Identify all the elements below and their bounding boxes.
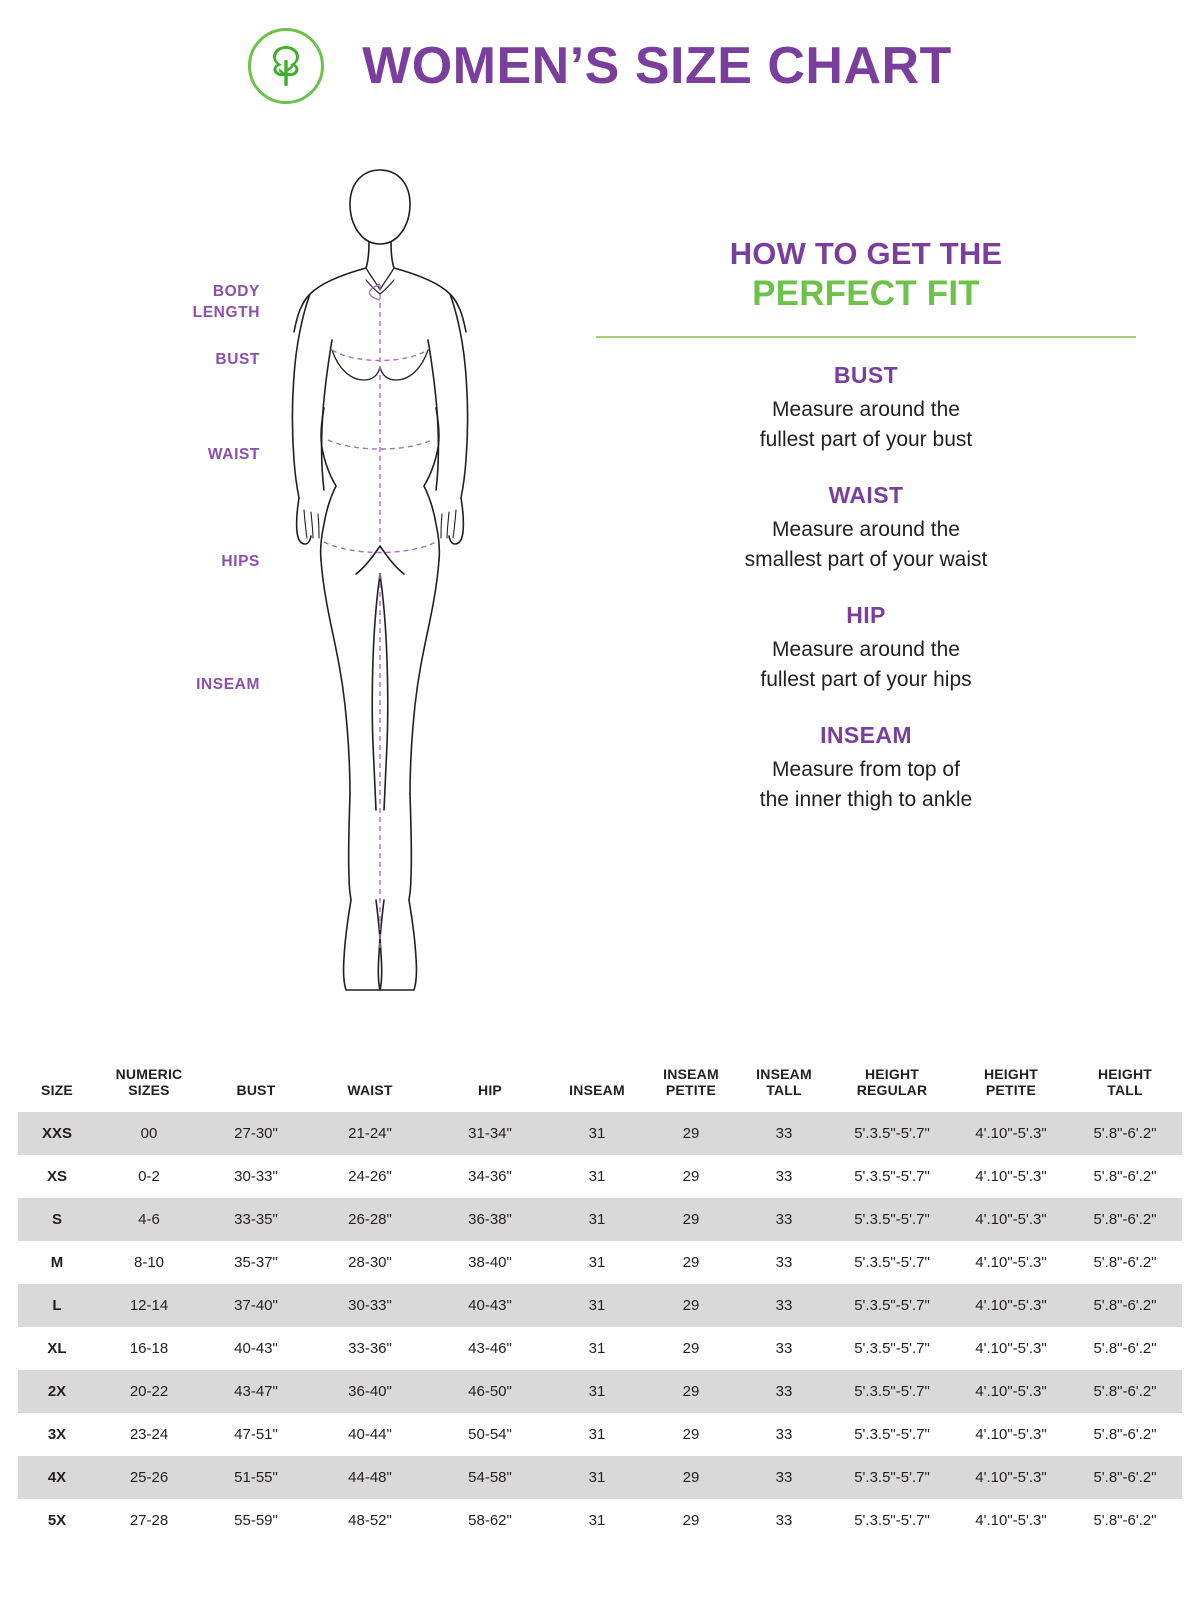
table-cell: 31 [550, 1112, 644, 1155]
column-header-line: WAIST [347, 1082, 393, 1099]
table-cell: 33 [738, 1370, 830, 1413]
table-cell: 25-26 [96, 1456, 202, 1499]
table-cell: 33-35" [202, 1198, 310, 1241]
table-cell: 4'.10"-5'.3" [975, 1426, 1047, 1444]
table-cell: 5'.3.5"-5'.7" [830, 1456, 954, 1499]
measure-hip [596, 602, 1136, 696]
size-cell: XL [47, 1340, 67, 1358]
page-header [0, 28, 1200, 104]
table-cell: 46-50" [430, 1370, 550, 1413]
table-cell: 30-33" [310, 1284, 430, 1327]
table-cell: 33 [738, 1456, 830, 1499]
table-cell: 4'.10"-5'.3" [975, 1168, 1047, 1186]
table-body [18, 1112, 1182, 1542]
page-title: WOMEN’S SIZE CHART [362, 37, 952, 95]
table-cell: 27-28 [129, 1512, 169, 1530]
size-table [18, 1060, 1182, 1542]
column-header [430, 1060, 550, 1112]
table-cell: 4'.10"-5'.3" [954, 1456, 1068, 1499]
table-cell: 47-51" [234, 1426, 278, 1444]
table-cell: 36-38" [430, 1198, 550, 1241]
table-cell: 31 [588, 1254, 606, 1272]
table-cell: 5'.8"-6'.2" [1093, 1512, 1157, 1530]
table-cell: 5'.3.5"-5'.7" [830, 1112, 954, 1155]
column-header [550, 1060, 644, 1112]
measure-bust [596, 362, 1136, 456]
table-cell: 24-26" [348, 1168, 392, 1186]
table-cell: 4'.10"-5'.3" [954, 1370, 1068, 1413]
table-cell: 0-2 [138, 1168, 160, 1186]
table-cell: 29 [682, 1426, 700, 1444]
column-header [954, 1060, 1068, 1112]
table-cell: 29 [644, 1456, 738, 1499]
column-header-line: SIZES [128, 1082, 170, 1099]
how-to-measure-panel [596, 236, 1136, 841]
table-cell: 33 [738, 1112, 830, 1155]
table-cell: 4-6 [96, 1198, 202, 1241]
table-cell: 5'.8"-6'.2" [1068, 1456, 1182, 1499]
table-cell: 54-58" [430, 1456, 550, 1499]
size-cell: 2X [18, 1370, 96, 1413]
table-cell: 29 [644, 1198, 738, 1241]
measure-description: Measure around the fullest part of your hips [760, 637, 972, 692]
table-row [18, 1499, 1182, 1542]
table-cell: 5'.3.5"-5'.7" [854, 1426, 930, 1444]
measure-description: Measure from top of the inner thigh to ankle [759, 757, 973, 811]
table-cell: 26-28" [310, 1198, 430, 1241]
table-cell: 29 [644, 1370, 738, 1413]
table-cell: 00 [96, 1112, 202, 1155]
size-table-container [18, 1060, 1182, 1542]
table-cell: 35-37" [234, 1254, 278, 1272]
column-header-line: INSEAM [569, 1082, 625, 1099]
column-header-line: HEIGHT [983, 1066, 1039, 1082]
table-cell: 48-52" [348, 1512, 392, 1530]
table-cell: 33 [738, 1198, 830, 1241]
table-cell: 5'.8"-6'.2" [1093, 1426, 1157, 1444]
table-cell: 33-36" [348, 1340, 392, 1358]
column-header-line: HIP [478, 1082, 502, 1099]
measure-description: Measure around the smallest part of your waist [744, 517, 988, 572]
table-cell: 55-59" [234, 1512, 278, 1530]
size-cell: 5X [47, 1512, 67, 1530]
table-cell: 43-46" [468, 1340, 512, 1358]
column-header-line: TALL [1107, 1082, 1143, 1099]
table-cell: 31 [550, 1456, 644, 1499]
tree-icon [248, 28, 324, 104]
size-cell: S [18, 1198, 96, 1241]
table-cell: 31 [588, 1340, 606, 1358]
column-header [202, 1060, 310, 1112]
table-cell: 37-40" [202, 1284, 310, 1327]
table-cell: 58-62" [468, 1512, 512, 1530]
table-cell: 20-22 [96, 1370, 202, 1413]
table-cell: 51-55" [202, 1456, 310, 1499]
table-cell: 8-10 [133, 1254, 165, 1272]
measure-title: WAIST [828, 481, 904, 508]
column-header [830, 1060, 954, 1112]
table-cell: 40-43" [430, 1284, 550, 1327]
table-row [18, 1327, 1182, 1370]
table-cell: 5'.3.5"-5'.7" [854, 1340, 930, 1358]
measure-title: HIP [846, 601, 886, 628]
table-cell: 4'.10"-5'.3" [975, 1512, 1047, 1530]
table-cell: 16-18 [129, 1340, 169, 1358]
table-cell: 31 [588, 1168, 606, 1186]
table-cell: 21-24" [310, 1112, 430, 1155]
table-cell: 5'.3.5"-5'.7" [854, 1254, 930, 1272]
table-cell: 29 [682, 1512, 700, 1530]
table-cell: 38-40" [468, 1254, 512, 1272]
table-cell: 4'.10"-5'.3" [975, 1254, 1047, 1272]
table-cell: 4'.10"-5'.3" [975, 1340, 1047, 1358]
body-figure-diagram [180, 150, 580, 1050]
column-header [1068, 1060, 1182, 1112]
table-cell: 5'.3.5"-5'.7" [830, 1370, 954, 1413]
table-cell: 29 [682, 1168, 700, 1186]
measure-title: BUST [833, 361, 899, 388]
table-cell: 5'.8"-6'.2" [1068, 1370, 1182, 1413]
column-header-line: HEIGHT [864, 1066, 920, 1082]
table-cell: 33 [775, 1426, 793, 1444]
label-body-length: BODY LENGTH [192, 283, 260, 321]
table-cell: 5'.3.5"-5'.7" [830, 1284, 954, 1327]
howto-heading: HOW TO GET THE PERFECT FIT [729, 236, 1003, 313]
table-cell: 5'.8"-6'.2" [1093, 1168, 1157, 1186]
table-cell: 29 [682, 1340, 700, 1358]
column-header-line: NUMERIC [115, 1066, 183, 1082]
table-cell: 31 [550, 1370, 644, 1413]
table-cell: 29 [644, 1284, 738, 1327]
table-cell: 5'.8"-6'.2" [1068, 1284, 1182, 1327]
table-row [18, 1284, 1182, 1327]
table-cell: 29 [682, 1254, 700, 1272]
label-waist: WAIST [207, 446, 260, 463]
size-cell: M [50, 1254, 64, 1272]
table-row [18, 1112, 1182, 1155]
divider [596, 336, 1136, 338]
label-bust: BUST [215, 351, 260, 368]
column-header [18, 1060, 96, 1112]
table-cell: 4'.10"-5'.3" [954, 1198, 1068, 1241]
table-cell: 40-43" [234, 1340, 278, 1358]
table-row [18, 1155, 1182, 1198]
table-cell: 31-34" [430, 1112, 550, 1155]
table-cell: 5'.8"-6'.2" [1093, 1254, 1157, 1272]
table-cell: 31 [588, 1426, 606, 1444]
table-row [18, 1456, 1182, 1499]
table-cell: 44-48" [310, 1456, 430, 1499]
table-cell: 31 [550, 1284, 644, 1327]
column-header-line: TALL [766, 1082, 802, 1099]
table-cell: 5'.8"-6'.2" [1068, 1198, 1182, 1241]
table-cell: 33 [775, 1168, 793, 1186]
column-header-line: PETITE [985, 1082, 1037, 1099]
table-cell: 36-40" [310, 1370, 430, 1413]
table-cell: 33 [775, 1512, 793, 1530]
table-cell: 5'.3.5"-5'.7" [830, 1198, 954, 1241]
column-header [96, 1060, 202, 1112]
table-cell: 33 [738, 1284, 830, 1327]
label-hips: HIPS [221, 553, 260, 570]
table-cell: 33 [775, 1340, 793, 1358]
column-header [310, 1060, 430, 1112]
measure-inseam [596, 722, 1136, 816]
column-header-line: SIZE [41, 1082, 73, 1099]
size-cell: L [18, 1284, 96, 1327]
table-cell: 27-30" [202, 1112, 310, 1155]
label-inseam: INSEAM [196, 676, 260, 693]
measure-waist [596, 482, 1136, 576]
table-header-row [18, 1060, 1182, 1112]
column-header-line: REGULAR [856, 1082, 928, 1099]
size-cell: XS [46, 1168, 67, 1186]
table-cell: 5'.3.5"-5'.7" [854, 1512, 930, 1530]
table-cell: 43-47" [202, 1370, 310, 1413]
table-cell: 5'.8"-6'.2" [1068, 1112, 1182, 1155]
table-row [18, 1370, 1182, 1413]
table-cell: 31 [550, 1198, 644, 1241]
table-cell: 12-14 [96, 1284, 202, 1327]
size-cell: 4X [18, 1456, 96, 1499]
table-cell: 23-24 [129, 1426, 169, 1444]
table-row [18, 1241, 1182, 1284]
table-cell: 33 [775, 1254, 793, 1272]
column-header [644, 1060, 738, 1112]
table-row [18, 1198, 1182, 1241]
column-header [738, 1060, 830, 1112]
table-cell: 5'.8"-6'.2" [1093, 1340, 1157, 1358]
table-cell: 4'.10"-5'.3" [954, 1284, 1068, 1327]
table-cell: 30-33" [234, 1168, 278, 1186]
column-header-line: INSEAM [756, 1066, 812, 1082]
measure-description: Measure around the fullest part of your bust [759, 397, 973, 452]
column-header-line: INSEAM [663, 1066, 719, 1082]
column-header-line: PETITE [665, 1082, 717, 1099]
table-cell: 40-44" [348, 1426, 392, 1444]
table-cell: 29 [644, 1112, 738, 1155]
column-header-line: BUST [236, 1082, 276, 1099]
table-cell: 31 [588, 1512, 606, 1530]
table-cell: 50-54" [468, 1426, 512, 1444]
table-cell: 5'.3.5"-5'.7" [854, 1168, 930, 1186]
table-row [18, 1413, 1182, 1456]
size-cell: XXS [18, 1112, 96, 1155]
table-cell: 34-36" [468, 1168, 512, 1186]
measure-title: INSEAM [820, 721, 912, 748]
column-header-line: HEIGHT [1097, 1066, 1153, 1082]
table-cell: 4'.10"-5'.3" [954, 1112, 1068, 1155]
table-cell: 28-30" [348, 1254, 392, 1272]
size-cell: 3X [47, 1426, 67, 1444]
